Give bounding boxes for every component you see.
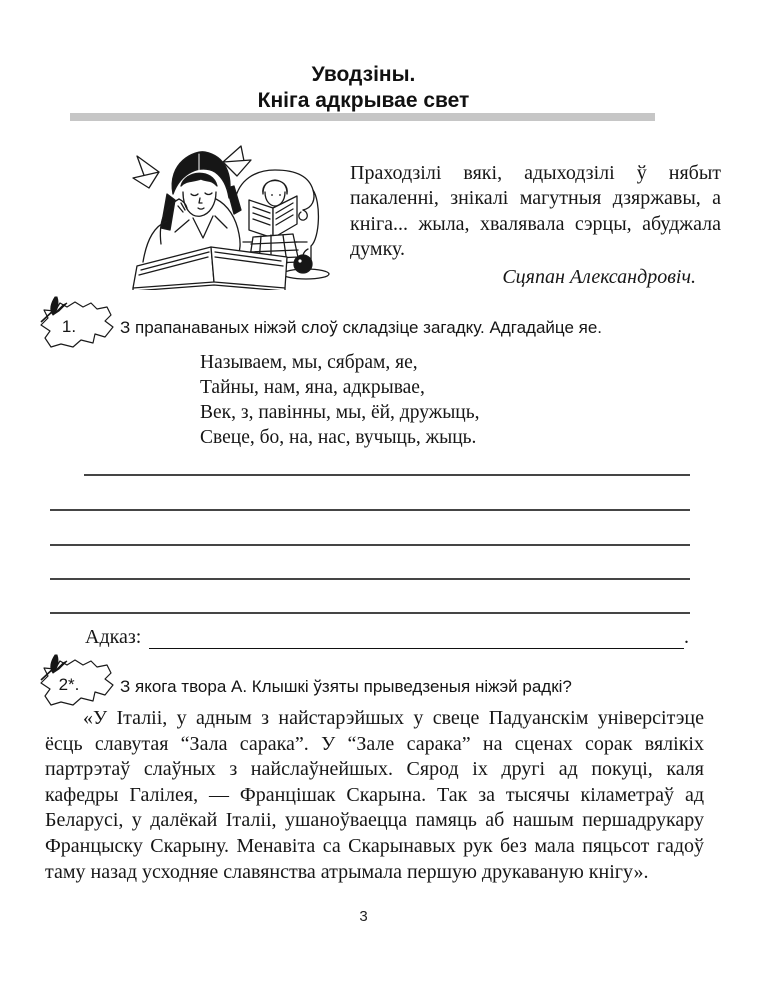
epigraph-text: Праходзілі вякі, адыходзілі ў нябыт пакаленні, знікалі магутныя дзяржавы, а кніга... жыла, хвалявала сэрцы, абуджала думку. xyxy=(350,162,721,261)
page-number: 3 xyxy=(359,908,368,925)
answer-row xyxy=(85,625,689,649)
reading-girls-illustration xyxy=(103,142,331,290)
belarus-map-quill-icon xyxy=(33,653,117,711)
exercise1-instruction: З прапанаваных ніжэй слоў складзіце загадку. Адгадайце яе. xyxy=(120,318,603,337)
exercise2-passage: «У Італіі, у адным з найстарэйшых у свеце Падуанскім універсітэце ёсць славутая “Зала сарака”. У “Зале сарака” на сценах сорак вялікіх партрэтаў слаўных з найслаўнейшых. Сярод іх другі ад покуці, каля кафедры Галілея, — Францішак Скарына. Так за тысячы кіламетраў ад Беларусі, у далёкай Італіі, ушаноўваецца памяць аб нашым першадрукару Францыску Скарыну. Менавіта са Скарынавых рук без мала пяцьсот гадоў таму назад усходняе славянства атрымала першую друкаваную кнігу». xyxy=(45,707,704,883)
page-title-line1: Уводзіны. xyxy=(311,63,416,86)
belarus-map-quill-icon xyxy=(33,295,117,353)
writing-line xyxy=(50,578,690,580)
poem-line: Свеце, бо, на, нас, вучыць, жыць. xyxy=(200,427,477,448)
exercise2-badge xyxy=(33,653,117,711)
poem-line: Тайны, нам, яна, адкрывае, xyxy=(200,377,425,398)
page-title xyxy=(0,62,727,114)
answer-period: . xyxy=(684,626,689,648)
writing-line xyxy=(84,474,690,476)
poem-line: Век, з, павінны, мы, ёй, дружыць, xyxy=(200,402,480,423)
answer-label: Адказ: xyxy=(85,626,142,648)
writing-line xyxy=(50,544,690,546)
exercise1-badge xyxy=(33,295,117,353)
writing-line xyxy=(50,509,690,511)
exercise1-number-glyph: 1. xyxy=(61,317,77,336)
title-divider-bar xyxy=(70,113,655,121)
exercise2-instruction: З якога твора А. Клышкі ўзяты прыведзеныя ніжэй радкі? xyxy=(120,677,572,696)
epigraph xyxy=(350,161,721,290)
exercise1-poem xyxy=(200,350,560,450)
poem-line: Называем, мы, сябрам, яе, xyxy=(200,352,418,373)
reading-girls-illustration-svg xyxy=(103,142,331,290)
exercise2-number-glyph: 2*. xyxy=(58,675,80,694)
answer-blank-line xyxy=(149,627,684,649)
epigraph-author: Сцяпан Александровіч. xyxy=(502,265,696,288)
writing-line xyxy=(50,612,690,614)
page-title-line2: Кніга адкрывае свет xyxy=(257,89,470,112)
